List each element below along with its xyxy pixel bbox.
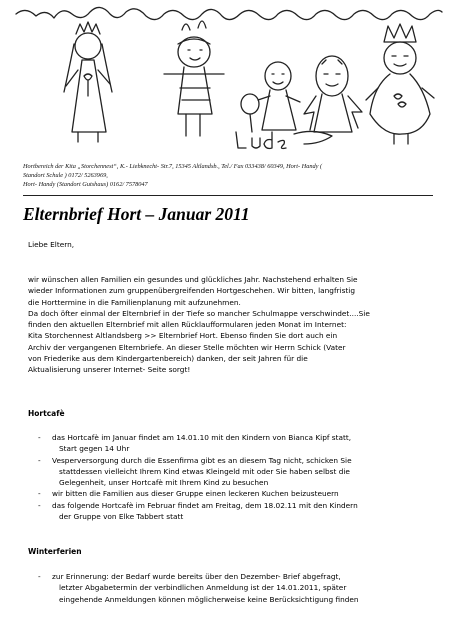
list-item-line: Vesperversorgung durch die Essenfirma gibt es an diesem Tag nicht, schicken Sie	[52, 455, 352, 465]
intro-line: wieder Informationen zum gruppenübergreifenden Hortgeschehen. Wir bitten, langfristig	[28, 286, 356, 296]
section-title-winterferien: Winterferien	[28, 547, 82, 556]
list-item	[28, 455, 443, 489]
list-item	[28, 488, 443, 499]
bullet-dash: -	[38, 489, 41, 499]
intro-line: von Friederike aus dem Kindergartenbereich) danken, der seit Jahren für die	[28, 354, 308, 364]
header-divider	[23, 195, 433, 196]
intro-line: wir wünschen allen Familien ein gesundes und glückliches Jahr. Nachstehend erhalten Sie	[28, 275, 358, 284]
greeting: Liebe Eltern,	[28, 240, 75, 249]
list-item-line: das Hortcafè im Januar findet am 14.01.10 mit den Kindern von Bianca Kipf statt,	[52, 433, 352, 442]
list-item-line: der Gruppe von Elke Tabbert statt	[59, 512, 184, 522]
contact-line-3: Hort- Handy (Standort Gutshaus) 0162/ 7578047	[23, 181, 148, 188]
list-item	[28, 500, 443, 523]
contact-line-2: Standort Schule ) 0172/ 5263969,	[23, 172, 108, 179]
list-item-line: letzter Abgabetermin der verbindlichen Anmeldung ist der 14.01.2011, später	[59, 583, 347, 593]
bullet-dash: -	[38, 455, 41, 465]
list-item-line: wir bitten die Familien aus dieser Gruppe einen leckeren Kuchen beizusteuern	[52, 489, 339, 499]
winterferien-list	[28, 571, 443, 605]
list-item-line: stattdessen vielleicht Ihrem Kind etwas Kleingeld mit oder Sie haben selbst die	[59, 466, 350, 476]
document-title: Elternbrief Hort – Januar 2011	[23, 204, 250, 224]
list-item-line: Gelegenheit, unser Hortcafè mit Ihrem Kind zu besuchen	[59, 478, 269, 488]
list-item-line: zur Erinnerung: der Bedarf wurde bereits über den Dezember- Brief abgefragt,	[52, 572, 341, 581]
intro-line: die Horttermine in die Familienplanung mit aufzunehmen.	[28, 297, 241, 307]
hortcafe-list	[28, 432, 443, 522]
intro-line: finden den aktuellen Elternbrief mit allen Rücklaufformularen jeden Monat im Internet:	[28, 320, 347, 330]
intro-paragraph	[28, 274, 438, 376]
intro-line: Kita Storchennest Altlandsberg >> Elternbrief Hort. Ebenso finden Sie dort auch ein	[28, 331, 338, 341]
list-item	[28, 571, 443, 605]
list-item-line: das folgende Hortcafè im Februar findet am Freitag, dem 18.02.11 mit den Kindern	[52, 500, 358, 510]
intro-line: Aktualisierung unserer Internet- Seite sorgt!	[28, 365, 191, 375]
list-item-line: Start gegen 14 Uhr	[59, 444, 130, 454]
kita-contact-info	[23, 162, 433, 189]
intro-line: Da doch öfter einmal der Elternbrief in der Tiefe so mancher Schulmappe verschwindet....Sie	[28, 308, 370, 318]
list-item-line: eingehende Anmeldungen können möglicherweise keine Berücksichtigung finden	[59, 594, 359, 604]
list-item	[28, 432, 443, 455]
bullet-dash: -	[38, 500, 41, 510]
bullet-dash: -	[38, 572, 41, 581]
children-drawing-icon	[14, 4, 444, 154]
intro-line: Archiv der vergangenen Elternbriefe. An dieser Stelle möchten wir Herrn Schick (Vater	[28, 342, 346, 352]
bullet-dash: -	[38, 433, 41, 442]
section-title-hortcafe: Hortcafè	[28, 409, 65, 418]
contact-line-1: Hortbereich der Kita „Storchennest“, K.- Liebknecht- Str.7, 15345 Altlandsb., Tel./ Fax 033438/ 60349, Hort- Handy (	[23, 163, 323, 170]
